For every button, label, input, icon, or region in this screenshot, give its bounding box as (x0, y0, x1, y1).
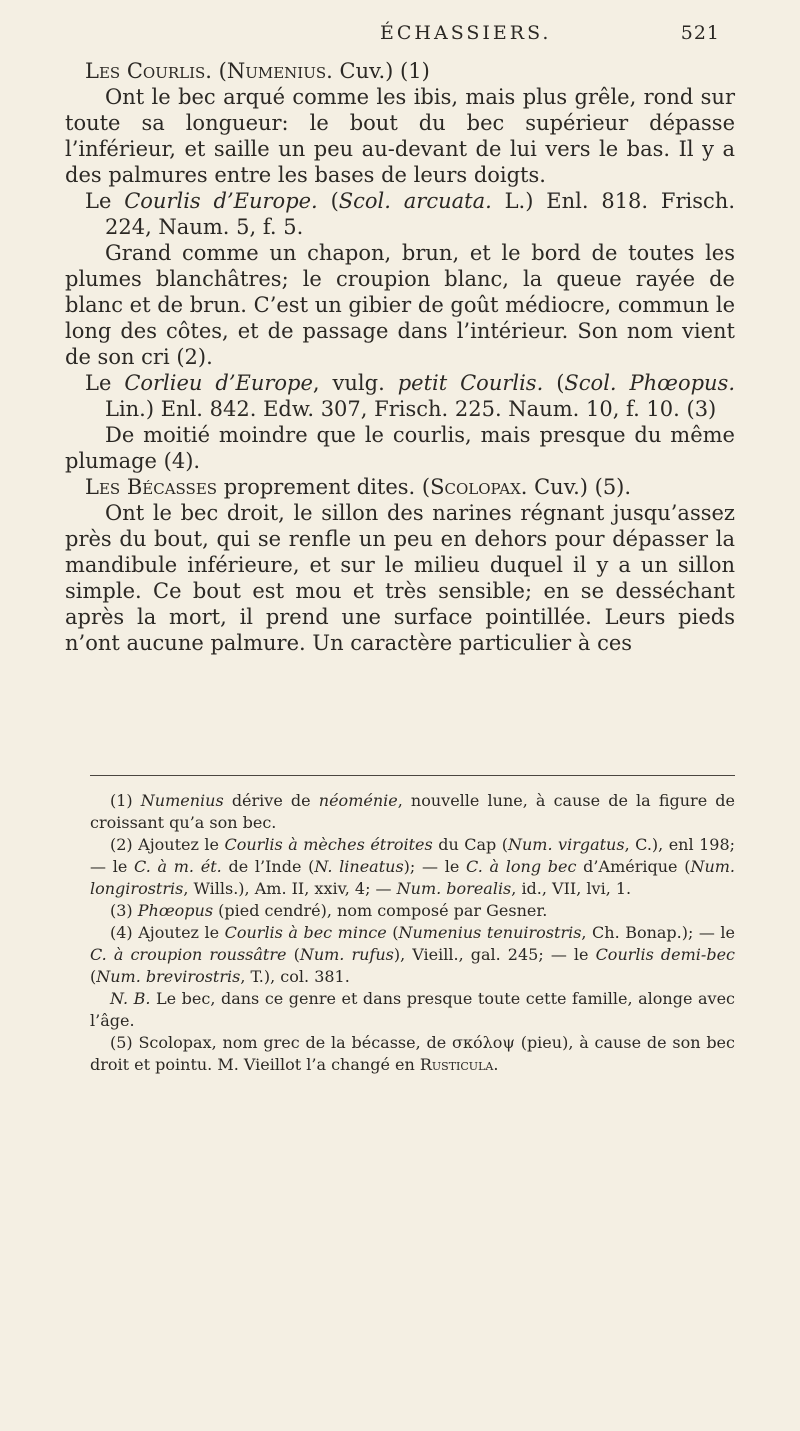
latin-name: Num. longirostris (90, 857, 736, 898)
heading-text: Les Courlis. (85, 59, 212, 83)
text: dérive de (223, 791, 319, 810)
text: ( (543, 371, 565, 395)
text: , Ch. Bonap.); — le (581, 923, 736, 942)
latin-name: N. lineatus (314, 857, 404, 876)
paragraph: De moitié moindre que le courlis, mais presque du même plumage (4). (65, 423, 735, 473)
section-heading-courlis (65, 58, 735, 84)
text: ( (386, 923, 399, 942)
heading-genus: Scolopax (430, 475, 521, 499)
latin-name: Phœopus (137, 901, 214, 920)
text: , Wills.), Am. II, xxiv, 4; — (183, 879, 397, 898)
latin-name: Numenius tenuirostris (398, 923, 582, 942)
latin-name: Num. brevirostris (96, 967, 241, 986)
text: (pied cendré), nom composé par Gesner. (213, 901, 548, 920)
footnote-4 (90, 922, 735, 988)
text: , C.), enl 198; — le (90, 835, 736, 876)
running-head-title: ÉCHASSIERS. (380, 22, 552, 44)
species-name: Corlieu d’Europe (124, 371, 313, 395)
text: (pieu), à cause de son bec droit et pointu. M. Vieillot l’a changé en (90, 1033, 735, 1074)
text: ), Vieill., gal. 245; — le (393, 945, 596, 964)
text: . (493, 1055, 499, 1074)
text: (4) Ajoutez le (110, 923, 225, 942)
text: ( (317, 189, 339, 213)
heading-text: ( (211, 59, 227, 83)
text: Lin.) Enl. 842. Edw. 307, Frisch. 225. Naum. 10, f. 10. (3) (105, 397, 717, 421)
nota-bene: N. B. (110, 989, 151, 1008)
common-name: petit Courlis. (397, 371, 544, 395)
heading-text: Les Bécasses (85, 475, 218, 499)
text: L.) Enl. 818. Frisch. 224, Naum. 5, f. 5. (105, 189, 735, 239)
section-heading-becasses (65, 474, 735, 500)
species-name: Courlis d’Europe. (124, 189, 318, 213)
footnote-1 (90, 790, 735, 834)
text: , T.), col. 381. (240, 967, 350, 986)
text: (5) Scolopax, nom grec de la bécasse, de (110, 1033, 453, 1052)
text: (3) (110, 901, 138, 920)
text: d’Amérique ( (576, 857, 691, 876)
heading-text: proprement dites. ( (217, 475, 431, 499)
text: ( (286, 945, 300, 964)
species-name: Courlis demi-bec (595, 945, 735, 964)
species-entry-courlis (65, 188, 735, 240)
term: néoménie (318, 791, 398, 810)
heading-text: . Cuv.) (5). (520, 475, 632, 499)
footnote-5 (90, 1032, 735, 1076)
latin-name: Num. virgatus (508, 835, 625, 854)
species-name: C. à croupion roussâtre (90, 945, 287, 964)
latin-name: Scol. Phœopus. (564, 371, 736, 395)
text: Le (85, 189, 125, 213)
species-name: C. à m. ét. (134, 857, 222, 876)
page-number: 521 (680, 22, 720, 44)
paragraph: Ont le bec arqué comme les ibis, mais plus grêle, rond sur toute sa longueur: le bout du bec supérieur dépasse l’inférieur, et saille un peu au-devant de lui vers le bas. Il y a des palmures entre les bases de leurs doigts. (65, 85, 735, 187)
footnote-nb (90, 988, 735, 1032)
text: ); — le (403, 857, 467, 876)
main-text (65, 58, 735, 656)
footnote-2 (90, 834, 735, 900)
heading-text: . Cuv.) (1) (326, 59, 430, 83)
text: ( (90, 967, 97, 986)
footnote-3 (90, 900, 735, 922)
text: du Cap ( (432, 835, 508, 854)
species-name: Courlis à bec mince (224, 923, 387, 942)
text: , vulg. (312, 371, 398, 395)
latin-name: Scol. arcuata. (338, 189, 492, 213)
text: (1) (110, 791, 141, 810)
latin-name: Num. rufus (299, 945, 394, 964)
text: Le bec, dans ce genre et dans presque toute cette famille, alonge avec l’âge. (90, 989, 736, 1030)
greek-word: σκόλοψ (452, 1033, 515, 1052)
text: de l’Inde ( (221, 857, 315, 876)
species-name: C. à long bec (466, 857, 577, 876)
species-entry-corlieu (65, 370, 735, 422)
species-name: Courlis à mèches étroites (224, 835, 433, 854)
latin-name: Numenius (140, 791, 224, 810)
text: , nouvelle lune, à cause de la figure de croissant qu’a son bec. (90, 791, 736, 832)
latin-name: Num. borealis (396, 879, 512, 898)
text: , id., VII, lvi, 1. (511, 879, 632, 898)
genus-name: Rusticula (419, 1055, 494, 1074)
paragraph: Ont le bec droit, le sillon des narines régnant jusqu’assez près du bout, qui se renfle un peu en dehors pour dépasser la mandibule inférieure, et sur le milieu duquel il y a un sillon simple. Ce bout est mou et très sensible; en se desséchant après la mort, il prend une surface pointillée. Leurs pieds n’ont aucune palmure. Un caractère particulier à ces (65, 501, 735, 655)
text: (2) Ajoutez le (110, 835, 225, 854)
paragraph: Grand comme un chapon, brun, et le bord de toutes les plumes blanchâtres; le croupion blanc, la queue rayée de blanc et de brun. C’est un gibier de goût médiocre, commun le long des côtes, et de passage dans l’intérieur. Son nom vient de son cri (2). (65, 241, 735, 369)
heading-genus: Numenius (226, 59, 327, 83)
footnote-divider (90, 775, 735, 776)
text: Le (85, 371, 125, 395)
footnotes (90, 790, 735, 1076)
